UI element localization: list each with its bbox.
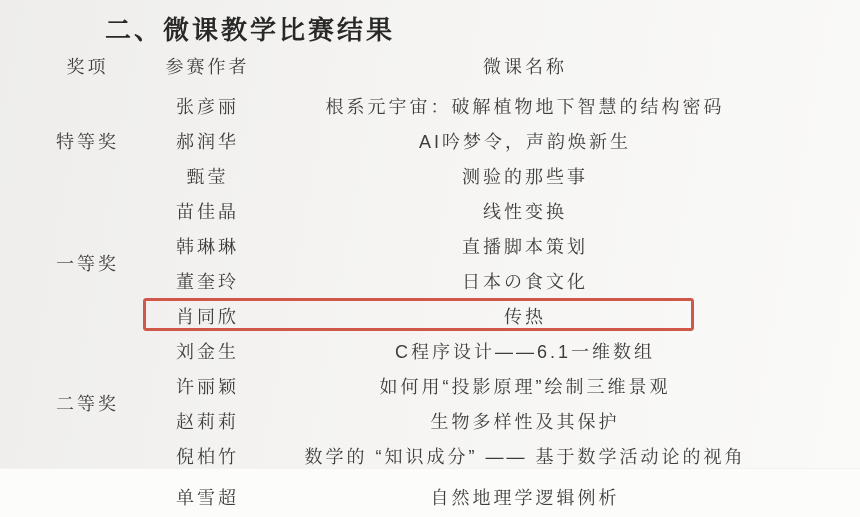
- table-header-row: [0, 48, 860, 83]
- award-label: 一等奖: [56, 254, 119, 274]
- table-row: [0, 193, 860, 228]
- author-cell: 许丽颖: [176, 376, 239, 397]
- award-label: 二等奖: [56, 394, 119, 414]
- course-cell: 如何用“投影原理”绘制三维景观: [379, 376, 671, 397]
- table-row: [0, 123, 860, 158]
- table-row: [0, 158, 860, 193]
- author-cell: 苗佳晶: [176, 201, 239, 222]
- author-cell: 甄莹: [186, 166, 229, 187]
- author-cell: 董奎玲: [176, 271, 239, 292]
- table-row: [0, 88, 860, 123]
- table-row: [0, 263, 860, 298]
- course-cell: 传热: [504, 306, 546, 327]
- author-cell: 韩琳琳: [176, 236, 239, 257]
- page-title: 二、微课教学比赛结果: [105, 15, 396, 45]
- table-row: [0, 479, 860, 514]
- course-cell: 测验的那些事: [462, 166, 588, 187]
- table-rows: [0, 88, 860, 514]
- table-row: [0, 403, 860, 438]
- author-cell: 肖同欣: [176, 306, 239, 327]
- author-cell: 赵莉莉: [176, 411, 239, 432]
- highlight-box: [143, 298, 694, 331]
- table-row: [0, 298, 860, 333]
- table-row: [0, 368, 860, 403]
- column-header-author: 参赛作者: [165, 56, 250, 77]
- author-cell: 郝润华: [176, 131, 239, 152]
- course-cell: 自然地理学逻辑例析: [430, 487, 620, 508]
- course-cell: C程序设计——6.1一维数组: [394, 341, 656, 362]
- table-row: [0, 438, 860, 473]
- course-cell: 日本の食文化: [462, 271, 588, 292]
- author-cell: 张彦丽: [176, 96, 239, 117]
- course-cell: 直播脚本策划: [462, 236, 588, 257]
- course-cell: 线性变换: [483, 201, 567, 222]
- course-cell: 生物多样性及其保护: [430, 411, 620, 432]
- column-header-course: 微课名称: [483, 56, 567, 77]
- author-cell: 刘金生: [176, 341, 239, 362]
- course-cell: 根系元宇宙：破解植物地下智慧的结构密码: [325, 96, 725, 117]
- course-cell: AI吟梦令，声韵焕新生: [418, 131, 631, 152]
- author-cell: 单雪超: [176, 487, 239, 508]
- course-cell: 数学的 “知识成分” —— 基于数学活动论的视角: [304, 446, 746, 467]
- table-row: [0, 333, 860, 368]
- author-cell: 倪柏竹: [176, 446, 239, 467]
- award-label: 特等奖: [56, 131, 119, 152]
- table-row: [0, 228, 860, 263]
- column-header-award: 奖项: [66, 56, 109, 77]
